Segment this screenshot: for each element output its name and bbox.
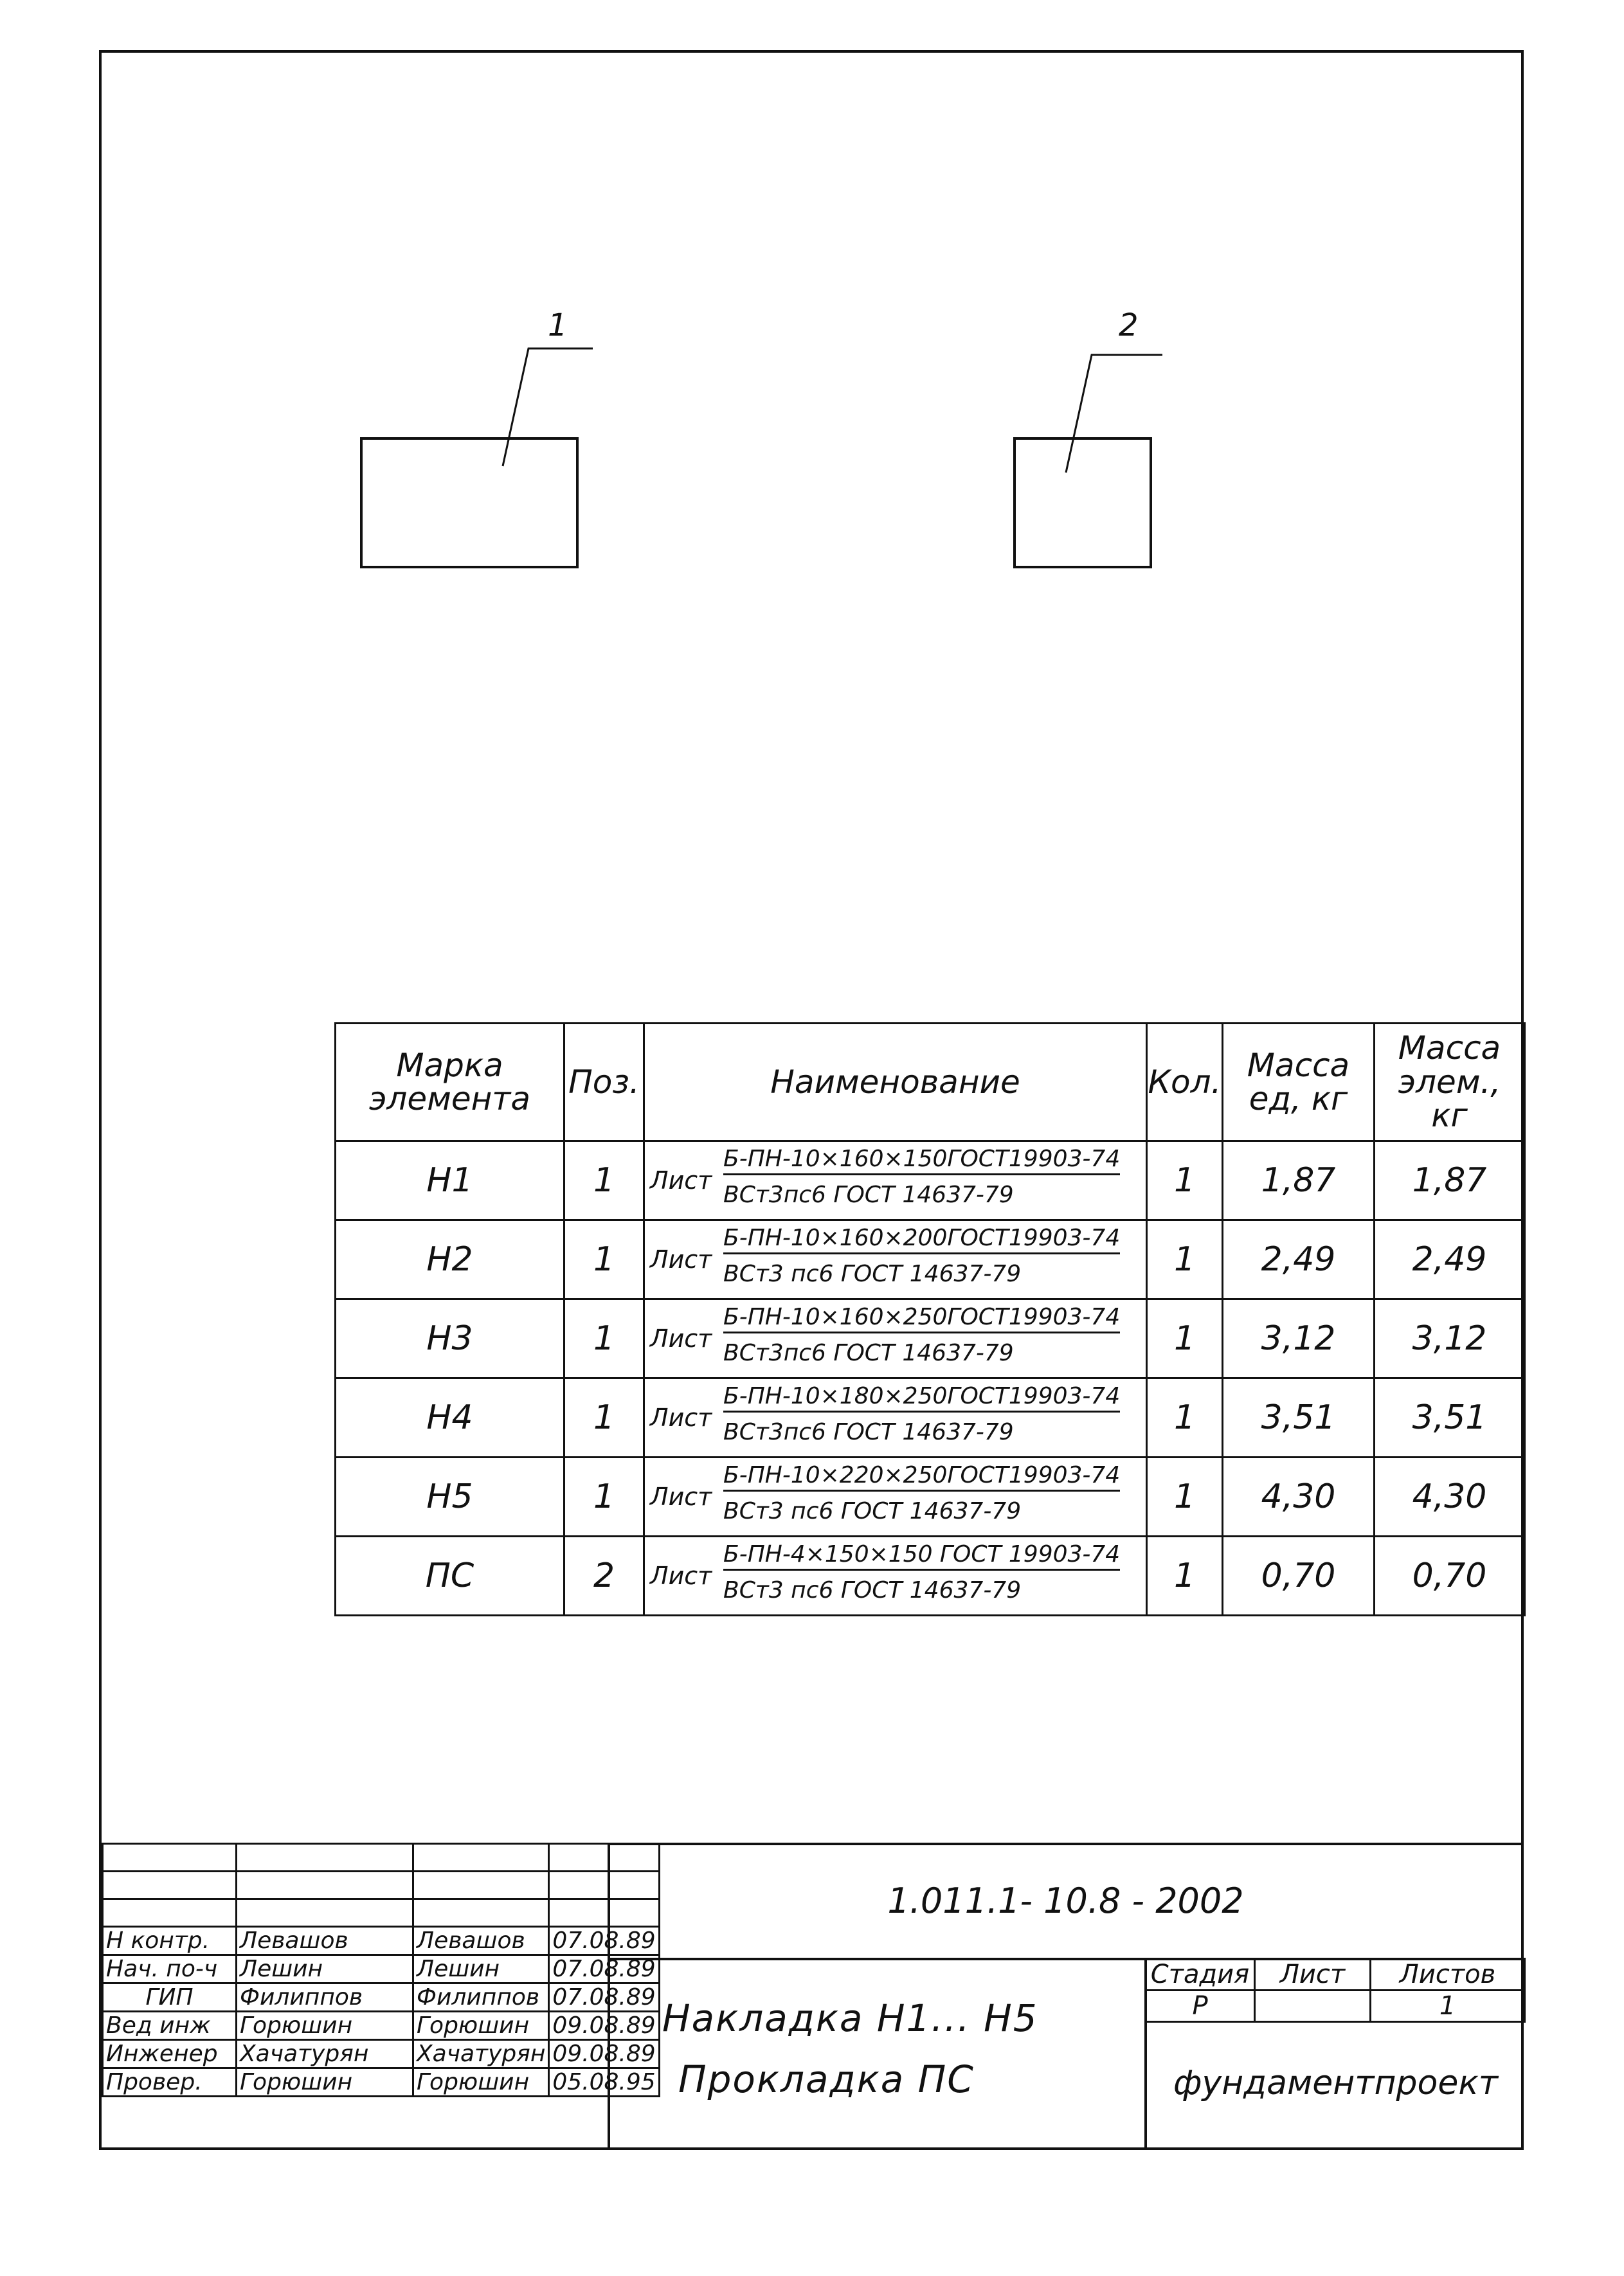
row-mass-unit: 4,30 [1223, 1458, 1375, 1537]
signature-sign: Филиппов [413, 1983, 549, 2012]
signature-sign: Хачатурян [413, 2040, 549, 2068]
signature-role: Провер. [103, 2068, 237, 2097]
organization-name: фундаментпроект [1173, 2064, 1499, 2102]
header-mark: Марка элемента [336, 1024, 564, 1141]
blank-row [103, 1872, 660, 1899]
table-row [336, 1537, 1525, 1616]
header-qty: Кол. [1147, 1024, 1223, 1141]
row-mark: ПС [336, 1537, 564, 1616]
document-code: 1.011.1- 10.8 - 2002 [887, 1881, 1244, 1921]
signature-grid [102, 1843, 660, 2097]
row-mark: H1 [336, 1141, 564, 1220]
row-mass-elem: 2,49 [1375, 1220, 1525, 1299]
signature-name: Филиппов [237, 1983, 413, 2012]
sheets-value: 1 [1371, 1991, 1525, 2022]
table-row [336, 1299, 1525, 1378]
signature-name: Горюшин [237, 2068, 413, 2097]
sheet-label: Лист [1255, 1959, 1371, 1991]
signature-date: 09.08.89 [549, 2012, 659, 2040]
signature-row [103, 1983, 660, 2012]
specification-table [334, 1022, 1526, 1616]
row-name [644, 1458, 1147, 1537]
signature-date: 07.08.89 [549, 1983, 659, 2012]
row-name-word: Лист [650, 1324, 712, 1353]
stage-table [1144, 1958, 1526, 2023]
leader-line-1 [503, 348, 593, 466]
header-mass-elem: Масса элем., кг [1375, 1024, 1525, 1141]
drawing-area [0, 0, 1624, 643]
signature-name: Лешин [237, 1955, 413, 1983]
signature-role: Нач. по-ч [103, 1955, 237, 1983]
row-name [644, 1141, 1147, 1220]
row-name-bottom: ВСт3пс6 ГОСТ 14637-79 [723, 1419, 1014, 1445]
row-name [644, 1378, 1147, 1458]
row-mass-unit: 3,51 [1223, 1378, 1375, 1458]
row-name-top: Б-ПН-10×160×250ГОСТ19903-74 [723, 1304, 1120, 1333]
row-name [644, 1220, 1147, 1299]
table-row [336, 1378, 1525, 1458]
row-name-bottom: ВСт3 пс6 ГОСТ 14637-79 [723, 1498, 1022, 1524]
signature-date: 07.08.89 [549, 1955, 659, 1983]
row-name-bottom: ВСт3пс6 ГОСТ 14637-79 [723, 1182, 1014, 1208]
row-mass-elem: 0,70 [1375, 1537, 1525, 1616]
stage-value: Р [1146, 1991, 1255, 2022]
signature-sign: Горюшин [413, 2068, 549, 2097]
plate-1 [361, 438, 577, 567]
spec-header-row [336, 1024, 1525, 1141]
stage-value-row [1146, 1991, 1525, 2022]
row-name-bottom: ВСт3пс6 ГОСТ 14637-79 [723, 1340, 1014, 1366]
row-qty: 1 [1147, 1537, 1223, 1616]
row-mass-unit: 1,87 [1223, 1141, 1375, 1220]
callout-number-1: 1 [548, 307, 568, 343]
row-qty: 1 [1147, 1141, 1223, 1220]
row-name-bottom: ВСт3 пс6 ГОСТ 14637-79 [723, 1577, 1022, 1603]
row-name [644, 1537, 1147, 1616]
row-mass-unit: 0,70 [1223, 1537, 1375, 1616]
header-mass-unit: Масса ед, кг [1223, 1024, 1375, 1141]
signature-row [103, 2040, 660, 2068]
row-mark: H2 [336, 1220, 564, 1299]
table-row [336, 1141, 1525, 1220]
header-pos: Поз. [564, 1024, 644, 1141]
table-row [336, 1458, 1525, 1537]
signature-row [103, 1955, 660, 1983]
signature-role: ГИП [103, 1983, 237, 2012]
signature-name: Хачатурян [237, 2040, 413, 2068]
row-name-word: Лист [650, 1166, 712, 1195]
row-name-top: Б-ПН-10×180×250ГОСТ19903-74 [723, 1383, 1120, 1413]
signature-date: 07.08.89 [549, 1927, 659, 1955]
row-name-top: Б-ПН-4×150×150 ГОСТ 19903-74 [723, 1541, 1120, 1571]
signature-role: Вед инж [103, 2012, 237, 2040]
signature-sign: Горюшин [413, 2012, 549, 2040]
row-pos: 2 [564, 1537, 644, 1616]
row-name-word: Лист [650, 1404, 712, 1432]
row-name-word: Лист [650, 1245, 712, 1274]
callout-number-2: 2 [1119, 307, 1139, 343]
signature-row [103, 2068, 660, 2097]
row-pos: 1 [564, 1141, 644, 1220]
header-name: Наименование [644, 1024, 1147, 1141]
stage-label: Стадия [1146, 1959, 1255, 1991]
signature-role: Инженер [103, 2040, 237, 2068]
row-name-word: Лист [650, 1483, 712, 1511]
drawing-title-line-2: Прокладка ПС [678, 2057, 975, 2101]
sheets-label: Листов [1371, 1959, 1525, 1991]
row-name-top: Б-ПН-10×160×200ГОСТ19903-74 [723, 1225, 1120, 1254]
leader-line-2 [1066, 355, 1162, 473]
row-mark: H4 [336, 1378, 564, 1458]
sheet-value [1255, 1991, 1371, 2022]
signature-row [103, 1927, 660, 1955]
row-qty: 1 [1147, 1458, 1223, 1537]
row-qty: 1 [1147, 1299, 1223, 1378]
row-mass-unit: 3,12 [1223, 1299, 1375, 1378]
signature-row [103, 2012, 660, 2040]
row-mass-unit: 2,49 [1223, 1220, 1375, 1299]
blank-row [103, 1844, 660, 1872]
row-pos: 1 [564, 1220, 644, 1299]
signature-date: 05.08.95 [549, 2068, 659, 2097]
blank-row [103, 1899, 660, 1927]
row-pos: 1 [564, 1458, 644, 1537]
row-mark: H5 [336, 1458, 564, 1537]
stage-header-row [1146, 1959, 1525, 1991]
signature-date: 09.08.89 [549, 2040, 659, 2068]
row-name-word: Лист [650, 1562, 712, 1590]
row-name [644, 1299, 1147, 1378]
row-name-top: Б-ПН-10×160×150ГОСТ19903-74 [723, 1146, 1120, 1175]
signature-name: Левашов [237, 1927, 413, 1955]
signature-sign: Лешин [413, 1955, 549, 1983]
row-pos: 1 [564, 1299, 644, 1378]
signature-name: Горюшин [237, 2012, 413, 2040]
row-pos: 1 [564, 1378, 644, 1458]
row-mark: H3 [336, 1299, 564, 1378]
row-qty: 1 [1147, 1220, 1223, 1299]
table-row [336, 1220, 1525, 1299]
row-mass-elem: 3,51 [1375, 1378, 1525, 1458]
signature-sign: Левашов [413, 1927, 549, 1955]
plate-2 [1015, 438, 1151, 567]
row-qty: 1 [1147, 1378, 1223, 1458]
signature-role: Н контр. [103, 1927, 237, 1955]
row-mass-elem: 1,87 [1375, 1141, 1525, 1220]
row-mass-elem: 4,30 [1375, 1458, 1525, 1537]
row-name-top: Б-ПН-10×220×250ГОСТ19903-74 [723, 1462, 1120, 1492]
row-name-bottom: ВСт3 пс6 ГОСТ 14637-79 [723, 1261, 1022, 1287]
row-mass-elem: 3,12 [1375, 1299, 1525, 1378]
drawing-title-line-1: Накладка Н1... Н5 [662, 1996, 1038, 2040]
